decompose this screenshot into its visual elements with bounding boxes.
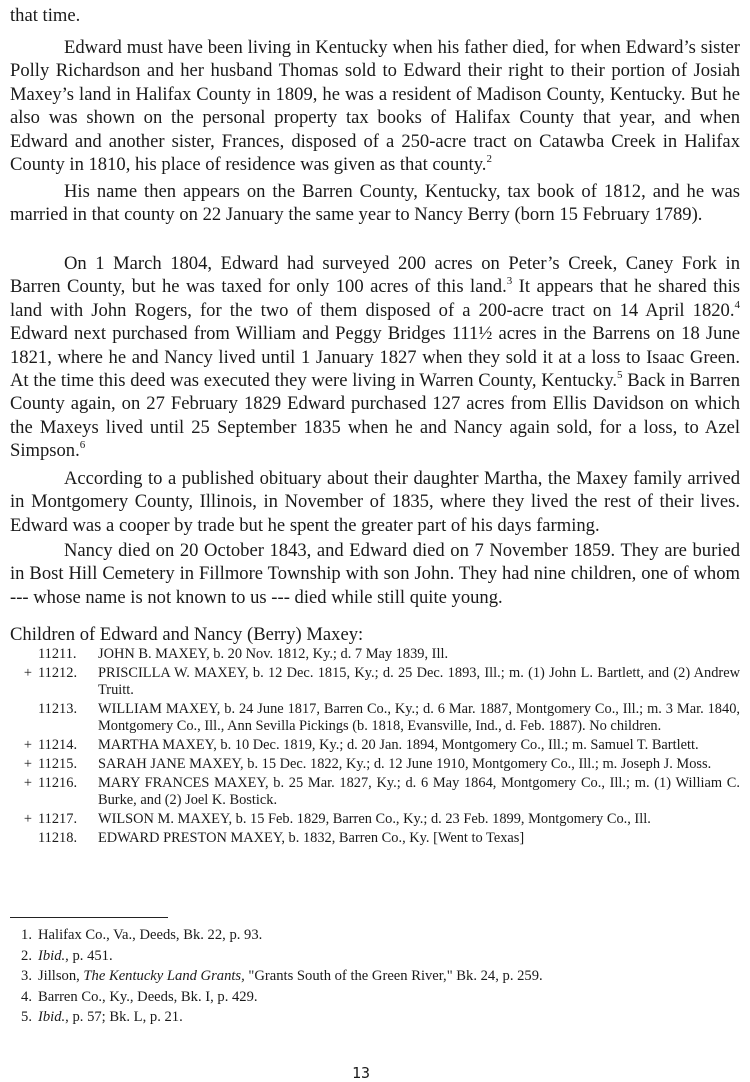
paragraph-residence: [10, 36, 740, 176]
footnote: [10, 925, 543, 946]
footnote-text-part: , p. 57; Bk. L, p. 21.: [65, 1009, 183, 1025]
children-list: [10, 646, 740, 849]
footnote-italic-part: Ibid.: [38, 1009, 66, 1025]
descendant-marker: [10, 701, 32, 735]
footnote-text: [38, 946, 113, 967]
descendant-marker: [10, 646, 32, 663]
footnote-ref: 6: [79, 439, 86, 452]
descendant-marker: +: [23, 756, 32, 772]
footnote-ref: 5: [616, 368, 623, 381]
child-details: MARY FRANCES MAXEY, b. 25 Mar. 1827, Ky.; d. 6 May 1864, Montgomery Co., Ill.; m. (1) William C. Burke, and (2) Joel K. Bostick.: [98, 775, 740, 808]
footnote-ref: 4: [734, 298, 740, 311]
child-number: 11215.: [38, 756, 78, 772]
footnotes: [10, 925, 543, 1028]
child-number: 11217.: [38, 811, 78, 827]
child-details: EDWARD PRESTON MAXEY, b. 1832, Barren Co., Ky. [Went to Texas]: [98, 830, 525, 846]
children-heading: Children of Edward and Nancy (Berry) Maxey:: [10, 624, 364, 645]
footnote-text-part: "Grants South of the Green River," Bk. 24, p. 259.: [244, 968, 543, 984]
child-number: 11211.: [38, 646, 77, 662]
footnote-text: [38, 925, 262, 946]
paragraph-sentence: Edward next purchased from William and Peggy Bridges 111½ acres in the Barrens on 18 June 1821, where he and Nancy lived until 1 January 1827 when they sold it at a loss to Isaac Green. At the time this deed was executed they were living in Warren County, Kentucky.: [10, 323, 740, 392]
footnote-text-part: Barren Co., Ky., Deeds, Bk. I, p. 429.: [38, 988, 258, 1005]
child-details: MARTHA MAXEY, b. 10 Dec. 1819, Ky.; d. 20 Jan. 1894, Montgomery Co., Ill.; m. Samuel T. Bartlett.: [98, 737, 699, 753]
footnote-number: 3.: [21, 968, 32, 984]
child-details: PRISCILLA W. MAXEY, b. 12 Dec. 1815, Ky.; d. 25 Dec. 1893, Ill.; m. (1) John L. Bartlett, and (2) Andrew Truitt.: [98, 665, 740, 698]
paragraph-obituary: [10, 467, 740, 537]
footnote: [10, 987, 543, 1008]
child-details: WILSON M. MAXEY, b. 15 Feb. 1829, Barren Co., Ky.; d. 23 Feb. 1899, Montgomery Co., Ill.: [98, 811, 651, 827]
footnote-text-part: , p. 451.: [65, 947, 113, 964]
child-number: 11212.: [38, 665, 78, 681]
child-entry: [10, 756, 740, 773]
child-entry: [10, 737, 740, 754]
footnote-number: 1.: [21, 927, 32, 943]
child-entry: [10, 701, 740, 735]
paragraph-text: According to a published obituary about their daughter Martha, the Maxey family arrived in Montgomery County, Illinois, in November of 1835, where they lived the rest of their lives. Edward was a cooper by trade but he spent the greater part of his days farming.: [10, 468, 740, 536]
child-number: 11213.: [38, 701, 78, 717]
footnote-italic-part: The Kentucky Land Grants,: [83, 968, 245, 984]
child-number: 11216.: [38, 775, 78, 791]
footnote-text: [38, 1007, 183, 1028]
footnote-number: 2.: [21, 947, 32, 964]
footnote-text: [38, 966, 543, 987]
descendant-marker: +: [23, 775, 32, 791]
footnote-text-part: Halifax Co., Va., Deeds, Bk. 22, p. 93.: [38, 927, 263, 943]
paragraph-sentence: On 1 March 1804, Edward had surveyed 200 acres on Peter’s Creek, Caney Fork in Barren County, but he was taxed for only 100 acres of this land.: [10, 253, 740, 298]
descendant-marker: +: [23, 737, 32, 753]
footnote-text-part: Jillson,: [38, 968, 84, 984]
page-number: 13: [352, 1064, 371, 1082]
child-entry: [10, 646, 740, 663]
paragraph-deaths: [10, 539, 740, 609]
footnote-ref: 3: [506, 275, 513, 288]
descendant-marker: +: [23, 665, 32, 681]
footnote: [10, 966, 543, 987]
child-details: WILLIAM MAXEY, b. 24 June 1817, Barren Co., Ky.; d. 6 Mar. 1887, Montgomery Co., Ill.; m. 3 Mar. 1840, Montgomery Co., Ill., Ann Sevilla Pickings (b. 1818, Evansville, Ind., d. Feb. 1887). No children.: [98, 701, 740, 734]
child-number: 11214.: [38, 737, 78, 753]
descendant-marker: [10, 830, 32, 847]
footnote-italic-part: Ibid.: [38, 947, 66, 964]
footnote-divider: [10, 917, 168, 918]
child-entry: [10, 830, 740, 847]
paragraph-text: Edward must have been living in Kentucky when his father died, for when Edward’s sister Polly Richardson and her husband Thomas sold to Edward their right to their portion of Josiah Maxey’s land in Halifax County in 1809, he was a resident of Madison County, Kentucky. But he also was shown on the personal property tax books of Halifax County that year, and when Edward and another sister, Frances, disposed of a 250-acre tract on Catawba Creek in Halifax County in 1810, his place of residence was given as that county.: [10, 37, 740, 176]
child-number: 11218.: [38, 830, 78, 846]
child-entry: [10, 665, 740, 699]
footnote-number: 5.: [21, 1009, 32, 1025]
child-details: JOHN B. MAXEY, b. 20 Nov. 1812, Ky.; d. 7 May 1839, Ill.: [98, 646, 449, 662]
child-details: SARAH JANE MAXEY, b. 15 Dec. 1822, Ky.; d. 12 June 1910, Montgomery Co., Ill.; m. Joseph J. Moss.: [98, 756, 712, 772]
footnote: [10, 946, 543, 967]
paragraph-text: His name then appears on the Barren County, Kentucky, tax book of 1812, and he was married in that county on 22 January the same year to Nancy Berry (born 15 February 1789).: [10, 181, 740, 226]
footnote-number: 4.: [21, 988, 32, 1005]
lead-in-text: that time.: [10, 5, 81, 26]
child-entry: [10, 775, 740, 809]
paragraph-sentence: Back in Barren County again, on 27 February 1829 Edward purchased 127 acres from Ellis Davidson on which the Maxeys lived until 25 September 1835 when he and Nancy again sold, for a loss, to Azel Simpson.: [10, 370, 740, 462]
paragraph-text: Nancy died on 20 October 1843, and Edward died on 7 November 1859. They are buried in Bost Hill Cemetery in Fillmore Township with son John. They had nine children, one of whom --- whose name is not known to us --- died while still quite young.: [10, 540, 740, 608]
footnote-text: [38, 987, 258, 1008]
paragraph-sentence: It appears that he shared this land with John Rogers, for the two of them disposed of a 200-acre tract on 14 April 1820.: [10, 276, 740, 321]
paragraph-land: [10, 252, 740, 463]
child-entry: [10, 811, 740, 828]
paragraph-marriage: [10, 180, 740, 227]
footnote: [10, 1007, 543, 1028]
descendant-marker: +: [23, 811, 32, 827]
footnote-ref: 2: [486, 152, 492, 165]
